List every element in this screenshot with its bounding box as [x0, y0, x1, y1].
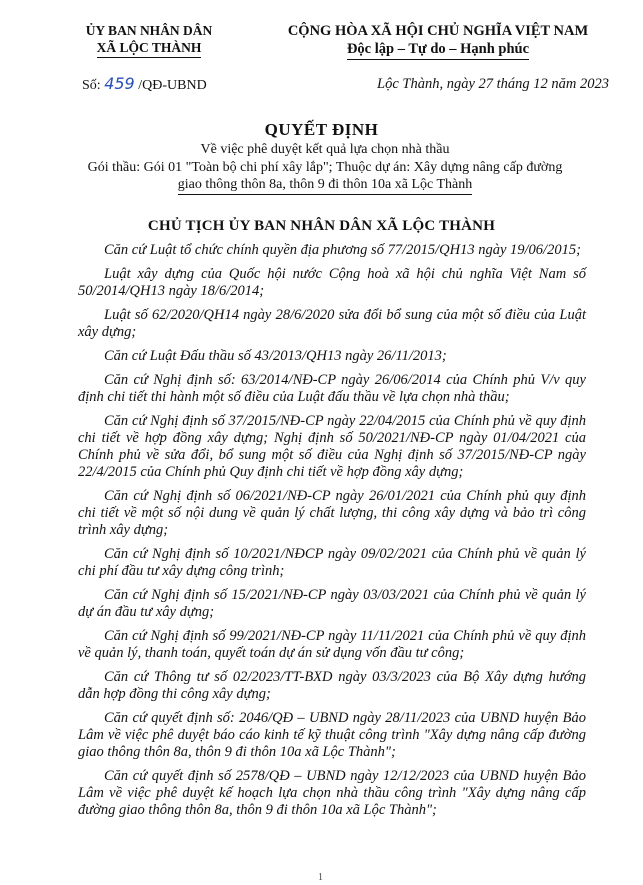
subject-line-2: Gói thầu: Gói 01 "Toàn bộ chi phí xây lắp"; Thuộc dự án: Xây dựng nâng cấp đường — [87, 159, 563, 175]
legal-basis-paragraph: Căn cứ Nghị định số 37/2015/NĐ-CP ngày 22/04/2015 của Chính phủ về quy định chi tiết về hợp đồng xây dựng; Nghị định số 50/2021/NĐ-CP ngày 01/04/2021 của Chính phủ về sửa đổi, bổ sung một số điều của Nghị định số 37/2015/NĐ-CP ngày 22/4/2015 của Chính phủ Quy định chi tiết về hợp đồng xây dựng; — [78, 413, 586, 480]
legal-basis-paragraph: Căn cứ Nghị định số: 63/2014/NĐ-CP ngày 26/06/2014 của Chính phủ V/v quy định chi tiết thi hành một số điều của Luật đấu thầu về lựa chọn nhà thầu; — [78, 372, 586, 405]
country-name: CỘNG HÒA XÃ HỘI CHỦ NGHĨA VIỆT NAM — [287, 23, 589, 39]
doc-number-suffix: /QĐ-UBND — [138, 78, 207, 93]
authority-line-1: ỦY BAN NHÂN DÂN — [85, 23, 213, 38]
legal-basis-paragraph: Căn cứ quyết định số 2578/QĐ – UBND ngày 12/12/2023 của UBND huyện Bảo Lâm về việc phê duyệt kế hoạch lựa chọn nhà thầu công trình "Xây dựng nâng cấp đường giao thông thôn 8a, thôn 9 đi thôn 10a xã Lộc Thành"; — [78, 768, 586, 818]
authority-line-2: XÃ LỘC THÀNH — [97, 39, 202, 58]
subject-line-3: giao thông thôn 8a, thôn 9 đi thôn 10a xã Lộc Thành — [178, 176, 472, 195]
legal-basis-paragraph: Căn cứ Luật Đấu thầu số 43/2013/QH13 ngày 26/11/2013; — [104, 348, 447, 364]
issuing-authority — [64, 22, 234, 58]
document-subject — [40, 141, 610, 195]
document-title: QUYẾT ĐỊNH — [264, 120, 379, 139]
legal-basis-paragraph: Căn cứ Nghị định số 10/2021/NĐCP ngày 09/02/2021 của Chính phủ về quản lý chi phí đầu tư xây dựng công trình; — [78, 546, 586, 579]
document-number — [82, 74, 207, 94]
legal-basis-paragraph: Căn cứ Nghị định số 06/2021/NĐ-CP ngày 26/01/2021 của Chính phủ quy định chi tiết về một số nội dung về quản lý chất lượng, thi công xây dựng và bảo trì công trình xây dựng; — [78, 488, 586, 538]
national-motto: Độc lập – Tự do – Hạnh phúc — [347, 40, 529, 60]
legal-basis-paragraph: Căn cứ Nghị định số 15/2021/NĐ-CP ngày 03/03/2021 của Chính phủ về quản lý dự án đầu tư xây dựng; — [78, 587, 586, 620]
legal-basis-list — [78, 242, 586, 826]
legal-basis-paragraph: Luật số 62/2020/QH14 ngày 28/6/2020 sửa đổi bổ sung của một số điều của Luật xây dựng; — [78, 307, 586, 340]
date-line: Lộc Thành, ngày 27 tháng 12 năm 2023 — [377, 76, 609, 92]
subject-line-1: Về việc phê duyệt kết quả lựa chọn nhà thầu — [200, 142, 450, 157]
legal-basis-paragraph: Căn cứ Nghị định số 99/2021/NĐ-CP ngày 11/11/2021 của Chính phủ về quy định về quản lý, thanh toán, quyết toán dự án sử dụng vốn đầu tư công; — [78, 628, 586, 661]
legal-basis-paragraph: Căn cứ Luật tổ chức chính quyền địa phương số 77/2015/QH13 ngày 19/06/2015; — [104, 242, 581, 258]
doc-number-prefix: Số: — [82, 78, 101, 93]
legal-basis-paragraph: Căn cứ Thông tư số 02/2023/TT-BXD ngày 03/3/2023 của Bộ Xây dựng hướng dẫn hợp đồng thi công xây dựng; — [78, 669, 586, 702]
legal-basis-paragraph: Luật xây dựng của Quốc hội nước Cộng hoà xã hội chủ nghĩa Việt Nam số 50/2014/QH13 ngày 18/6/2014; — [78, 266, 586, 299]
page-number: 1 — [318, 872, 323, 883]
issuer-heading: CHỦ TỊCH ỦY BAN NHÂN DÂN XÃ LỘC THÀNH — [147, 218, 496, 234]
doc-number-handwritten: 459 — [104, 74, 135, 93]
legal-basis-paragraph: Căn cứ quyết định số: 2046/QĐ – UBND ngày 28/11/2023 của UBND huyện Bảo Lâm về việc phê duyệt báo cáo kinh tế kỹ thuật công trình "Xây dựng nâng cấp đường giao thông thôn 8a, thôn 9 đi thôn 10a xã Lộc Thành"; — [78, 710, 586, 760]
national-heading — [258, 22, 618, 60]
